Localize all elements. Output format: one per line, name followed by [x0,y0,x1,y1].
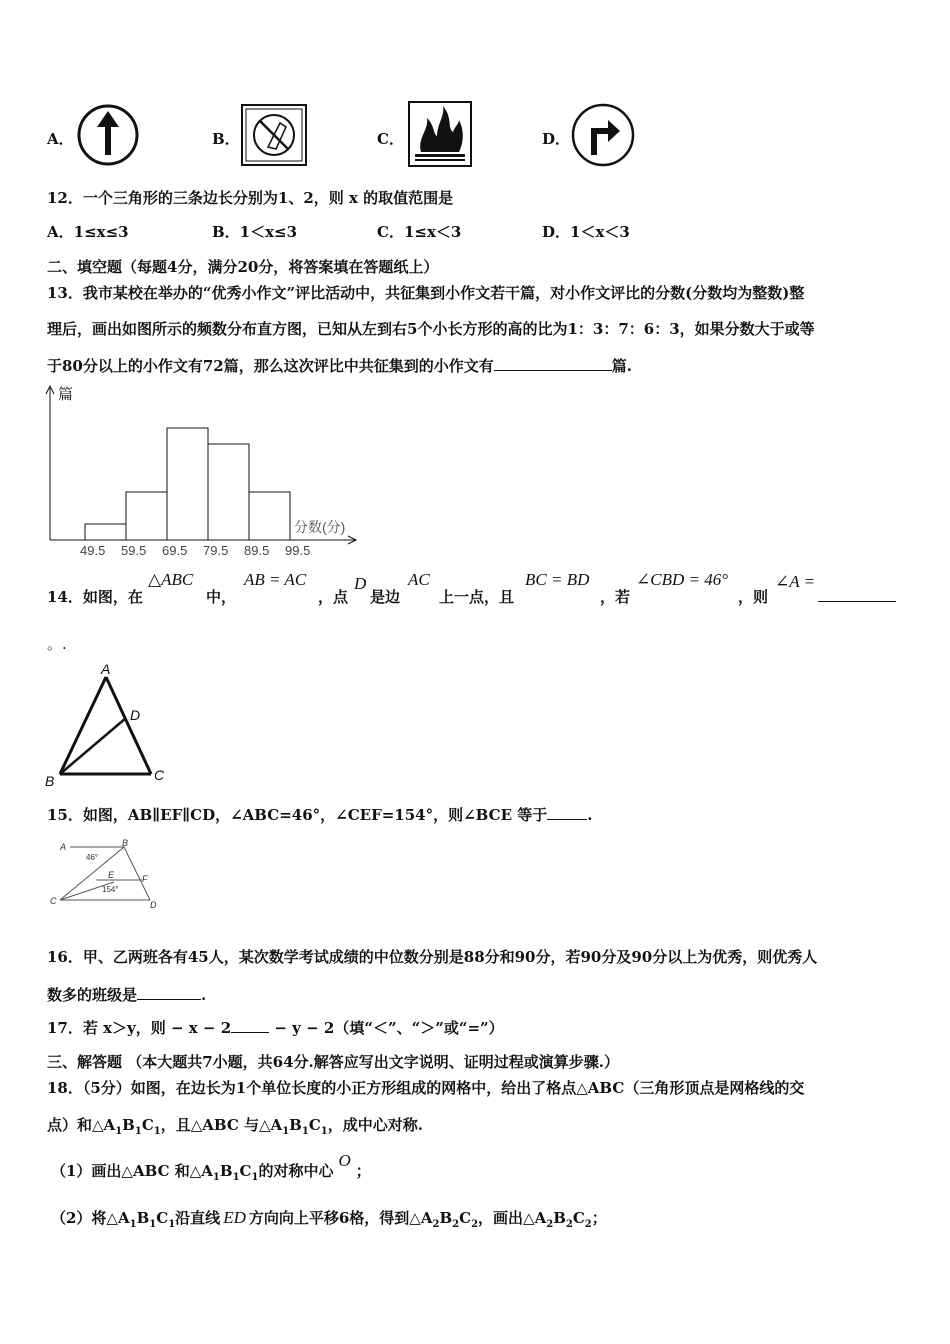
turn-right-sign-icon [570,103,636,167]
histogram-tick-label: 69.5 [162,543,188,558]
histogram-tick-label: 89.5 [244,543,270,558]
q16-line1: 16．甲、乙两班各有45人，某次数学考试成绩的中位数分别是88分和90分，若90分及90分以上为优秀，则优秀人 [47,948,818,966]
q13-line3 [47,355,632,376]
no-bottle-sign-icon [240,103,308,167]
q16-end: . [201,986,207,1004]
q18-line2-a: 点）和△A [47,1116,116,1134]
histogram-chart [40,380,370,560]
q16-line2 [47,984,206,1005]
fire-sign-icon [407,100,473,168]
q18-symmetry-center-o: O [338,1151,351,1170]
histogram-tick-label: 99.5 [285,543,311,558]
histogram-bar [208,444,249,540]
chart-ylabel: 篇 [58,386,74,403]
q14-ze: ，则 [738,588,769,606]
fig15-label-d: D [150,900,157,910]
q17-line [47,1017,504,1038]
fig15-label-f: F [142,874,148,884]
q12-option-b: B．1＜x≤3 [212,223,298,241]
option-a-label: A． [47,130,74,148]
fig15-label-c: C [50,896,57,906]
q18-line2-c: ，成中心对称. [327,1116,423,1134]
q14-point-d: D [354,574,367,593]
q14-angle-cbd: ∠CBD = 46° [636,570,729,589]
q14-zhong: 中， [206,588,237,606]
histogram-tick-label: 49.5 [80,543,106,558]
q18-part2-b: 沿直线 [175,1209,221,1227]
q18-part1-c: ； [355,1162,371,1180]
q18-line-ed: ED [223,1208,246,1227]
histogram-bar [249,492,290,540]
section2-title: 二、填空题（每题4分，满分20分，将答案填在答题纸上） [47,258,439,276]
chart-xlabel: 分数(分) [294,519,346,535]
q13-line3-end: 篇. [611,357,632,375]
histogram-bar [85,524,126,540]
histogram-tick-label: 59.5 [121,543,147,558]
q14-end: 。. [47,635,67,653]
fig14-label-d: D [130,707,141,723]
q18-part2-e: ； [591,1209,607,1227]
q14-side-ac: AC [408,570,430,589]
q13-answer-blank[interactable] [494,370,612,371]
q15-end: . [587,806,593,824]
q16-answer-blank[interactable] [137,999,201,1000]
q12-option-c: C．1≤x＜3 [377,223,462,241]
q18-part2: （2）将$\triangle A_1B_1C_1$沿直线 ED 方向向上平移6格，得到$\triangle A_2B_2C_2$，画出$\triangle A_2B_2C_2$； [51,1208,607,1230]
fig14-label-b: B [45,773,55,789]
q14-ruo: ，若 [600,588,631,606]
q18-line1: 18．（5分）如图，在边长为1个单位长度的小正方形组成的网格中，给出了格点△ABC（三角形顶点是网格线的交 [47,1079,805,1097]
fig14-label-a: A [101,661,111,677]
fig15-label-b: B [122,838,129,848]
q15-line [47,804,592,825]
q17-text: 17．若 x＞y，则 − x − 2 [47,1019,232,1037]
q14-answer-blank[interactable] [818,584,896,602]
fig15-angle-46: 46° [86,853,99,862]
q15-answer-blank[interactable] [547,819,587,820]
histogram-bar [167,428,208,540]
q14-ab-eq-ac: AB = AC [244,570,307,589]
q13-line3-text: 于80分以上的小作文有72篇，那么这次评比中共征集到的小作文有 [47,357,494,375]
fig15-angle-154: 154° [102,885,119,894]
q18-part2-c: 方向向上平移6格，得到△A [248,1209,433,1227]
triangle-figure-14 [40,660,180,790]
q14-angle-a: ∠A = [775,572,816,591]
q18-part1-b: 的对称中心 [258,1162,334,1180]
q17-answer-blank[interactable] [231,1032,269,1033]
q14-shibian: 是边 [370,588,401,606]
q18-line2-b: ，且△ABC 与△A [160,1116,283,1134]
q14-triangle-abc: △ABC [148,570,194,589]
up-arrow-sign-icon [76,103,140,167]
q15-text: 15．如图，AB∥EF∥CD，∠ABC=46°，∠CEF=154°，则∠BCE 等于 [47,806,548,824]
histogram-tick-label: 79.5 [203,543,229,558]
q18-part2-a: （2）将△A [51,1209,130,1227]
fig14-label-c: C [154,767,165,783]
q13-line2: 理后，画出如图所示的频数分布直方图，已知从左到右5个小长方形的高的比为1：3：7：6：3，如果分数大于或等 [47,320,815,338]
q14-num: 14．如图，在 [47,588,143,606]
q14-bc-eq-bd: BC = BD [525,570,590,589]
section3-title: 三、解答题 （本大题共7小题，共64分.解答应写出文字说明、证明过程或演算步骤.） [47,1053,619,1071]
q13-line1: 13．我市某校在举办的“优秀小作文”评比活动中，共征集到小作文若干篇，对小作文评比的分数(分数均为整数)整 [47,284,805,302]
q12-option-a: A．1≤x≤3 [47,223,129,241]
fig15-label-a: A [60,842,67,852]
q16-text: 数多的班级是 [47,986,138,1004]
q18-part1: （1）画出△ABC 和$\triangle A_1B_1C_1$的对称中心O； [51,1151,371,1183]
q17-end: − y − 2（填“＜”、“＞”或“=”） [269,1019,504,1037]
q14-dian: ，点 [318,588,349,606]
fig15-label-e: E [108,870,115,880]
q12-text: 12．一个三角形的三条边长分别为1、2，则 x 的取值范围是 [47,189,454,207]
parallel-lines-figure-15 [46,838,166,918]
q18-part1-a: （1）画出△ABC 和△A [51,1162,213,1180]
q18-part2-d: ，画出△A [478,1209,547,1227]
q12-option-d: D．1＜x＜3 [542,223,630,241]
q18-line2: 点）和$\triangle A_1B_1C_1$，且△ABC 与$\triangle A_1B_1C_1$，成中心对称. [47,1116,423,1137]
option-b-label: B． [212,130,240,148]
q14-shang: 上一点，且 [439,588,515,606]
option-d-label: D． [542,130,571,148]
histogram-bar [126,492,167,540]
option-c-label: C． [377,130,404,148]
